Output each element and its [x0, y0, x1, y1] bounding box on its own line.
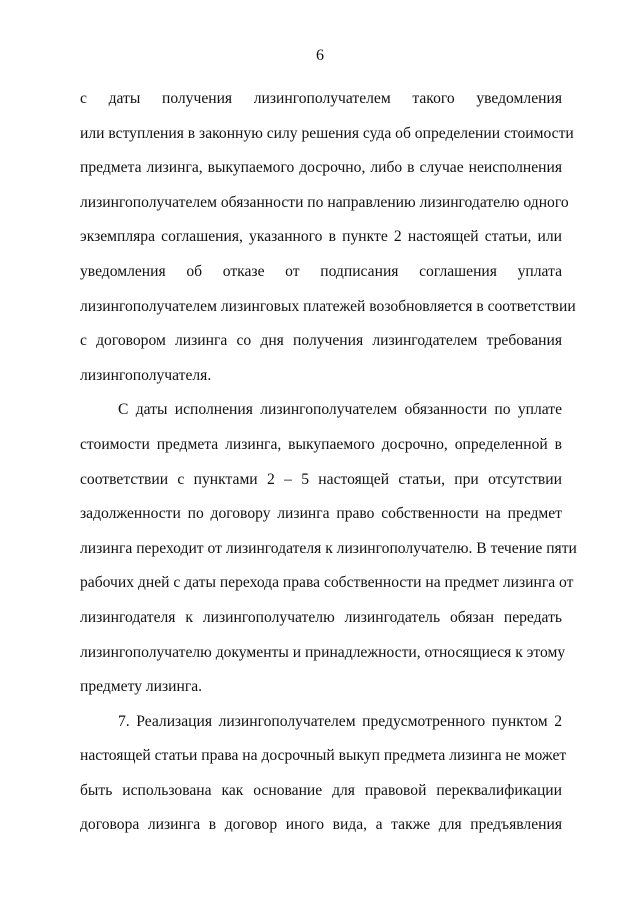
text-line: экземпляра соглашения, указанного в пункте 2 настоящей статьи, или [80, 228, 562, 246]
text-line: рабочих дней с даты перехода права собственности на предмет лизинга от [80, 574, 574, 592]
text-line: с договором лизинга со дня получения лизингодателем требования [80, 332, 562, 350]
paragraph-ownership-transfer [80, 393, 577, 704]
text-line: задолженности по договору лизинга право собственности на предмет [80, 505, 562, 523]
text-line: уведомления об отказе от подписания соглашения уплата [80, 262, 562, 280]
text-line: лизингополучателя. [80, 366, 212, 384]
paragraph-continuation [80, 82, 576, 393]
text-line: настоящей статьи права на досрочный выкуп предмета лизинга не может [80, 747, 567, 765]
paragraph-item-7 [80, 705, 567, 843]
text-line: лизинга переходит от лизингодателя к лизингополучателю. В течение пяти [80, 539, 577, 557]
text-line: соответствии с пунктами 2 – 5 настоящей статьи, при отсутствии [80, 470, 562, 488]
text-line: договора лизинга в договор иного вида, а также для предъявления [80, 816, 562, 834]
text-line: предмета лизинга, выкупаемого досрочно, либо в случае неисполнения [80, 159, 562, 177]
text-line: с даты получения лизингополучателем такого уведомления [80, 90, 562, 107]
text-line: предмету лизинга. [80, 678, 203, 696]
text-line: стоимости предмета лизинга, выкупаемого досрочно, определенной в [80, 435, 562, 453]
document-body [80, 82, 577, 843]
text-line: лизингополучателем обязанности по направлению лизингодателю одного [80, 193, 569, 211]
text-line: С даты исполнения лизингополучателем обязанности по уплате [118, 401, 562, 419]
text-line: лизингодателя к лизингополучателю лизингодатель обязан передать [80, 608, 562, 626]
text-line: быть использована как основание для правовой переквалификации [80, 781, 562, 799]
text-line: лизингополучателем лизинговых платежей возобновляется в соответствии [80, 297, 576, 315]
text-line: или вступления в законную силу решения суда об определении стоимости [80, 124, 574, 142]
page-number: 6 [316, 47, 324, 64]
text-line: 7. Реализация лизингополучателем предусмотренного пунктом 2 [118, 712, 562, 730]
text-line: лизингополучателю документы и принадлежности, относящиеся к этому [80, 643, 566, 661]
